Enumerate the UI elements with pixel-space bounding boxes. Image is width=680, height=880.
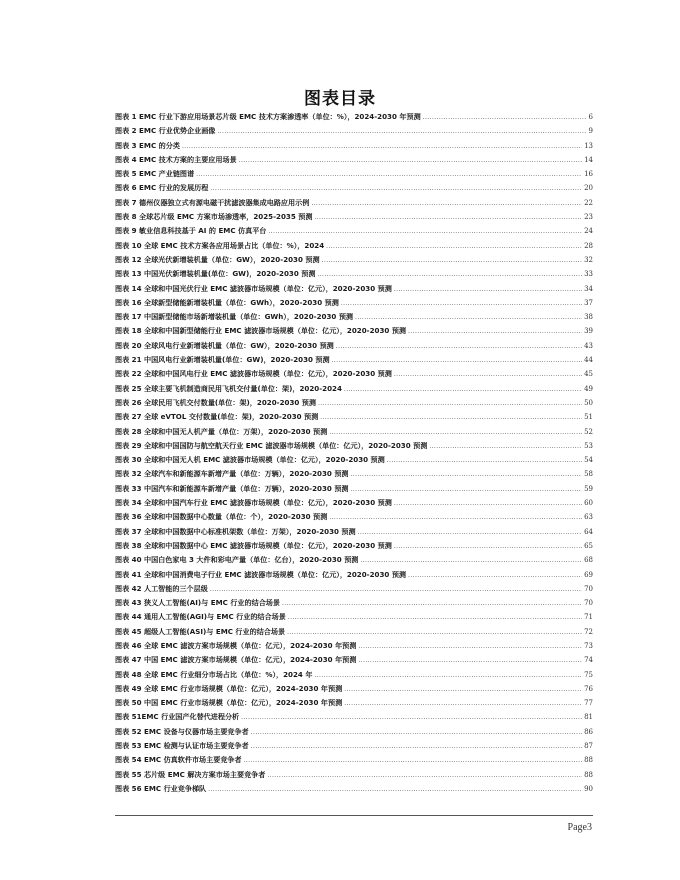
toc-entry-label: 图表 42 人工智能的三个层级 (115, 583, 208, 593)
toc-entry[interactable] (115, 682, 593, 696)
toc-entry[interactable] (115, 596, 593, 610)
toc-entry-page: 39 (584, 327, 593, 336)
dot-leader (318, 397, 582, 411)
toc-entry-page: 87 (584, 742, 593, 751)
toc-entry-page: 69 (584, 570, 593, 579)
dot-leader (344, 697, 582, 711)
toc-entry[interactable] (115, 324, 593, 338)
toc-entry-page: 22 (584, 198, 593, 207)
dot-leader (332, 354, 582, 368)
toc-entry-page: 45 (584, 370, 593, 379)
toc-entry-label: 图表 1 EMC 行业下游应用场景芯片级 EMC 技术方案渗透率（单位：%），2024-2030 年预测 (115, 112, 421, 121)
toc-entry[interactable] (115, 239, 593, 253)
toc-entry[interactable] (115, 653, 593, 667)
toc-entry-label: 图表 13 中国光伏新增装机量(单位：GW)，2020-2030 预测 (115, 269, 316, 279)
toc-entry-page: 71 (584, 613, 593, 622)
toc-entry-page: 38 (584, 313, 593, 322)
toc-entry-page: 88 (584, 770, 593, 779)
toc-entry-label: 图表 3 EMC 的分类 (115, 140, 180, 150)
toc-entry-page: 49 (584, 384, 593, 393)
toc-entry[interactable] (115, 610, 593, 624)
toc-entry-label: 图表 54 EMC 仿真软件市场主要竞争者 (115, 755, 242, 765)
toc-entry-label: 图表 5 EMC 产业链图谱 (115, 169, 195, 179)
toc-entry-label: 图表 45 超级人工智能(ASI)与 EMC 行业的结合场景 (115, 626, 286, 636)
toc-entry-label: 图表 4 EMC 技术方案的主要应用场景 (115, 154, 237, 164)
toc-entry-label: 图表 18 全球和中国新型储能行业 EMC 滤波器市场规模（单位：亿元），2020-2030 预测 (115, 326, 407, 336)
toc-entry-label: 图表 27 全球 eVTOL 交付数量(单位：架)，2020-2030 预测 (115, 412, 319, 422)
toc-entry-label: 图表 12 全球光伏新增装机量（单位：GW），2020-2030 预测 (115, 254, 320, 264)
dot-leader (244, 754, 582, 768)
dot-leader (282, 597, 582, 611)
toc-entry-label: 图表 52 EMC 设备与仪器市场主要竞争者 (115, 726, 249, 736)
toc-entry[interactable] (115, 396, 593, 410)
toc-entry-page: 68 (584, 556, 593, 565)
toc-entry-label: 图表 55 芯片级 EMC 解决方案市场主要竞争者 (115, 769, 266, 779)
toc-entry[interactable] (115, 725, 593, 739)
dot-leader (351, 483, 583, 497)
toc-entry[interactable] (115, 425, 593, 439)
toc-entry[interactable] (115, 453, 593, 467)
dot-leader (314, 669, 582, 683)
toc-entry[interactable] (115, 639, 593, 653)
toc-entry-label: 图表 36 全球和中国数据中心数量（单位：个），2020-2030 预测 (115, 512, 328, 522)
toc-entry-page: 70 (584, 584, 593, 593)
toc-entry-page: 16 (584, 170, 593, 179)
toc-entry[interactable] (115, 710, 593, 724)
toc-entry-label: 图表 41 全球和中国消费电子行业 EMC 滤波器市场规模（单位：亿元），2020-2030 预测 (115, 569, 407, 579)
toc-entry-page: 9 (588, 127, 593, 136)
toc-entry-page: 63 (584, 513, 593, 522)
toc-entry-label: 图表 46 全球 EMC 滤波方案市场规模（单位：亿元），2024-2030 年预测 (115, 640, 357, 650)
toc-entry[interactable] (115, 525, 593, 539)
toc-entry-page: 13 (584, 141, 593, 150)
dot-leader (429, 440, 582, 454)
toc-entry-label: 图表 30 全球和中国无人机 EMC 滤波器市场规模（单位：亿元），2020-2030 预测 (115, 455, 385, 465)
toc-entry-label: 图表 9 敏业信息科技基于 AI 的 EMC 仿真平台 (115, 226, 267, 236)
page-title: 图表目录 (304, 89, 376, 109)
toc-entry[interactable] (115, 167, 593, 181)
toc-entry[interactable] (115, 696, 593, 710)
toc-entry[interactable] (115, 153, 593, 167)
dot-leader (239, 154, 582, 168)
toc-entry-page: 33 (584, 270, 593, 279)
toc-entry[interactable] (115, 625, 593, 639)
toc-entry[interactable] (115, 467, 593, 481)
toc-entry-label: 图表 22 全球和中国风电行业 EMC 滤波器市场规模（单位：亿元），2020-2030 预测 (115, 369, 392, 379)
dot-leader (387, 454, 582, 468)
dot-leader (317, 268, 582, 282)
toc-entry[interactable] (115, 253, 593, 267)
dot-leader (208, 783, 582, 797)
toc-entry[interactable] (115, 439, 593, 453)
toc-entry[interactable] (115, 224, 593, 238)
toc-entry-page: 14 (584, 155, 593, 164)
toc-entry-page: 43 (584, 341, 593, 350)
toc-entry-page: 23 (584, 213, 593, 222)
toc-entry-label: 图表 34 全球和中国汽车行业 EMC 滤波器市场规模（单位：亿元），2020-2030 预测 (115, 498, 392, 508)
dot-leader (358, 654, 582, 668)
toc-entry[interactable] (115, 753, 593, 767)
dot-leader (360, 554, 582, 568)
dot-leader (182, 140, 582, 154)
toc-entry-label: 图表 53 EMC 检测与认证市场主要竞争者 (115, 741, 249, 751)
dot-leader (196, 168, 582, 182)
toc-entry-label: 图表 17 中国新型储能市场新增装机量（单位：GWh），2020-2030 预测 (115, 312, 354, 322)
page-number: Page3 (567, 822, 592, 833)
toc-entry[interactable] (115, 196, 593, 210)
toc-entry-label: 图表 43 狭义人工智能(AI)与 EMC 行业的结合场景 (115, 598, 280, 608)
dot-leader (355, 311, 582, 325)
toc-entry-label: 图表 2 EMC 行业优势企业画像 (115, 126, 216, 136)
toc-entry-page: 44 (584, 356, 593, 365)
dot-leader (329, 426, 582, 440)
toc-entry[interactable] (115, 310, 593, 324)
toc-entry-page: 81 (584, 713, 593, 722)
toc-entry-label: 图表 10 全球 EMC 技术方案各应用场景占比（单位：%），2024 (115, 240, 325, 250)
toc-entry-label: 图表 37 全球和中国数据中心标准机架数（单位：万架），2020-2030 预测 (115, 526, 356, 536)
toc-entry-page: 70 (584, 599, 593, 608)
dot-leader (217, 125, 586, 139)
toc-entry[interactable] (115, 410, 593, 424)
dot-leader (251, 726, 582, 740)
toc-entry[interactable] (115, 739, 593, 753)
dot-leader (267, 769, 582, 783)
dot-leader (268, 225, 582, 239)
toc-entry-page: 76 (584, 684, 593, 693)
toc-entry-page: 32 (584, 255, 593, 264)
toc-entry[interactable] (115, 339, 593, 353)
toc-entry-label: 图表 8 全球芯片级 EMC 方案市场渗透率，2025-2035 预测 (115, 212, 313, 222)
toc-entry-label: 图表 21 中国风电行业新增装机量(单位：GW)，2020-2030 预测 (115, 355, 330, 365)
dot-leader (210, 182, 582, 196)
toc-entry-page: 86 (584, 727, 593, 736)
dot-leader (329, 511, 582, 525)
toc-entry[interactable] (115, 539, 593, 553)
toc-entry-label: 图表 32 全球汽车和新能源车新增产量（单位：万辆），2020-2030 预测 (115, 469, 349, 479)
dot-leader (408, 325, 582, 339)
toc-entry-page: 58 (584, 470, 593, 479)
toc-entry-label: 图表 25 全球主要飞机制造商民用飞机交付量(单位：架)，2020-2024 (115, 383, 342, 393)
toc-entry[interactable] (115, 510, 593, 524)
dot-leader (287, 626, 582, 640)
dot-leader (314, 211, 582, 225)
toc-entry-label: 图表 26 全球民用飞机交付数量(单位：架)，2020-2030 预测 (115, 397, 316, 407)
toc-entry-page: 6 (588, 113, 593, 121)
dot-leader (394, 283, 582, 297)
dot-leader (423, 111, 587, 125)
toc-entry-page: 65 (584, 541, 593, 550)
figure-table-of-contents (115, 110, 593, 796)
dot-leader (344, 383, 582, 397)
toc-entry[interactable] (115, 267, 593, 281)
dot-leader (326, 240, 582, 254)
toc-entry-page: 60 (584, 499, 593, 508)
toc-entry-page: 59 (584, 484, 593, 493)
toc-entry-label: 图表 38 全球和中国数据中心 EMC 滤波器市场规模（单位：亿元），2020-2030 预测 (115, 540, 392, 550)
toc-entry[interactable] (115, 110, 593, 124)
dot-leader (322, 254, 582, 268)
toc-entry[interactable] (115, 139, 593, 153)
toc-entry-page: 54 (584, 456, 593, 465)
dot-leader (251, 740, 582, 754)
toc-entry-page: 77 (584, 699, 593, 708)
toc-entry-page: 74 (584, 656, 593, 665)
toc-entry-label: 图表 48 全球 EMC 行业细分市场占比（单位：%），2024 年 (115, 669, 313, 679)
toc-entry-label: 图表 7 德州仪器独立式有源电磁干扰滤波器集成电路应用示例 (115, 197, 310, 207)
toc-entry-label: 图表 14 全球和中国光伏行业 EMC 滤波器市场规模（单位：亿元），2020-2030 预测 (115, 283, 392, 293)
toc-entry[interactable] (115, 768, 593, 782)
toc-entry-page: 24 (584, 227, 593, 236)
toc-entry-label: 图表 16 全球新型储能新增装机量（单位：GWh），2020-2030 预测 (115, 297, 339, 307)
toc-entry[interactable] (115, 782, 593, 796)
dot-leader (241, 711, 582, 725)
dot-leader (288, 611, 582, 625)
dot-leader (358, 526, 582, 540)
toc-entry-label: 图表 49 全球 EMC 行业市场规模（单位：亿元），2024-2030 年预测 (115, 683, 343, 693)
toc-entry[interactable] (115, 553, 593, 567)
toc-entry-page: 28 (584, 241, 593, 250)
toc-entry-label: 图表 50 中国 EMC 行业市场规模（单位：亿元），2024-2030 年预测 (115, 698, 343, 708)
toc-entry[interactable] (115, 582, 593, 596)
toc-entry[interactable] (115, 353, 593, 367)
toc-entry-page: 51 (584, 413, 593, 422)
dot-leader (408, 569, 582, 583)
footer-divider (115, 815, 593, 816)
toc-entry-page: 34 (584, 284, 593, 293)
toc-entry[interactable] (115, 296, 593, 310)
toc-entry-page: 64 (584, 527, 593, 536)
toc-entry-label: 图表 29 全球和中国国防与航空航天行业 EMC 滤波器市场规模（单位：亿元），2020-2030 预测 (115, 440, 428, 450)
toc-entry-page: 50 (584, 398, 593, 407)
dot-leader (320, 411, 582, 425)
toc-entry[interactable] (115, 367, 593, 381)
toc-entry-label: 图表 20 全球风电行业新增装机量（单位：GW），2020-2030 预测 (115, 340, 334, 350)
toc-entry-label: 图表 56 EMC 行业竞争梯队 (115, 783, 207, 793)
toc-entry-page: 90 (584, 784, 593, 793)
dot-leader (394, 540, 582, 554)
toc-entry-page: 53 (584, 441, 593, 450)
dot-leader (311, 197, 582, 211)
dot-leader (336, 340, 582, 354)
toc-entry[interactable] (115, 282, 593, 296)
dot-leader (210, 583, 582, 597)
toc-entry[interactable] (115, 124, 593, 138)
toc-entry[interactable] (115, 496, 593, 510)
toc-entry-label: 图表 51EMC 行业国产化替代进程分析 (115, 712, 240, 722)
toc-entry-page: 73 (584, 641, 593, 650)
toc-entry[interactable] (115, 668, 593, 682)
dot-leader (351, 468, 583, 482)
toc-entry-label: 图表 33 中国汽车和新能源车新增产量（单位：万辆），2020-2030 预测 (115, 483, 349, 493)
toc-entry-page: 52 (584, 427, 593, 436)
toc-entry[interactable] (115, 568, 593, 582)
toc-entry-page: 88 (584, 756, 593, 765)
toc-entry[interactable] (115, 210, 593, 224)
toc-entry-page: 37 (584, 298, 593, 307)
dot-leader (394, 497, 582, 511)
dot-leader (358, 640, 582, 654)
toc-entry[interactable] (115, 382, 593, 396)
toc-entry[interactable] (115, 181, 593, 195)
dot-leader (341, 297, 582, 311)
toc-entry-label: 图表 6 EMC 行业的发展历程 (115, 183, 209, 193)
toc-entry-page: 20 (584, 184, 593, 193)
toc-entry-label: 图表 28 全球和中国无人机产量（单位：万架），2020-2030 预测 (115, 426, 328, 436)
toc-entry-label: 图表 47 中国 EMC 滤波方案市场规模（单位：亿元），2024-2030 年预测 (115, 655, 357, 665)
toc-entry-label: 图表 44 通用人工智能(AGI)与 EMC 行业的结合场景 (115, 612, 286, 622)
toc-entry-page: 72 (584, 627, 593, 636)
dot-leader (394, 368, 582, 382)
toc-entry[interactable] (115, 482, 593, 496)
toc-entry-page: 75 (584, 670, 593, 679)
dot-leader (344, 683, 582, 697)
toc-entry-label: 图表 40 中国白色家电 3 大件和彩电产量（单位：亿台），2020-2030 预测 (115, 555, 359, 565)
